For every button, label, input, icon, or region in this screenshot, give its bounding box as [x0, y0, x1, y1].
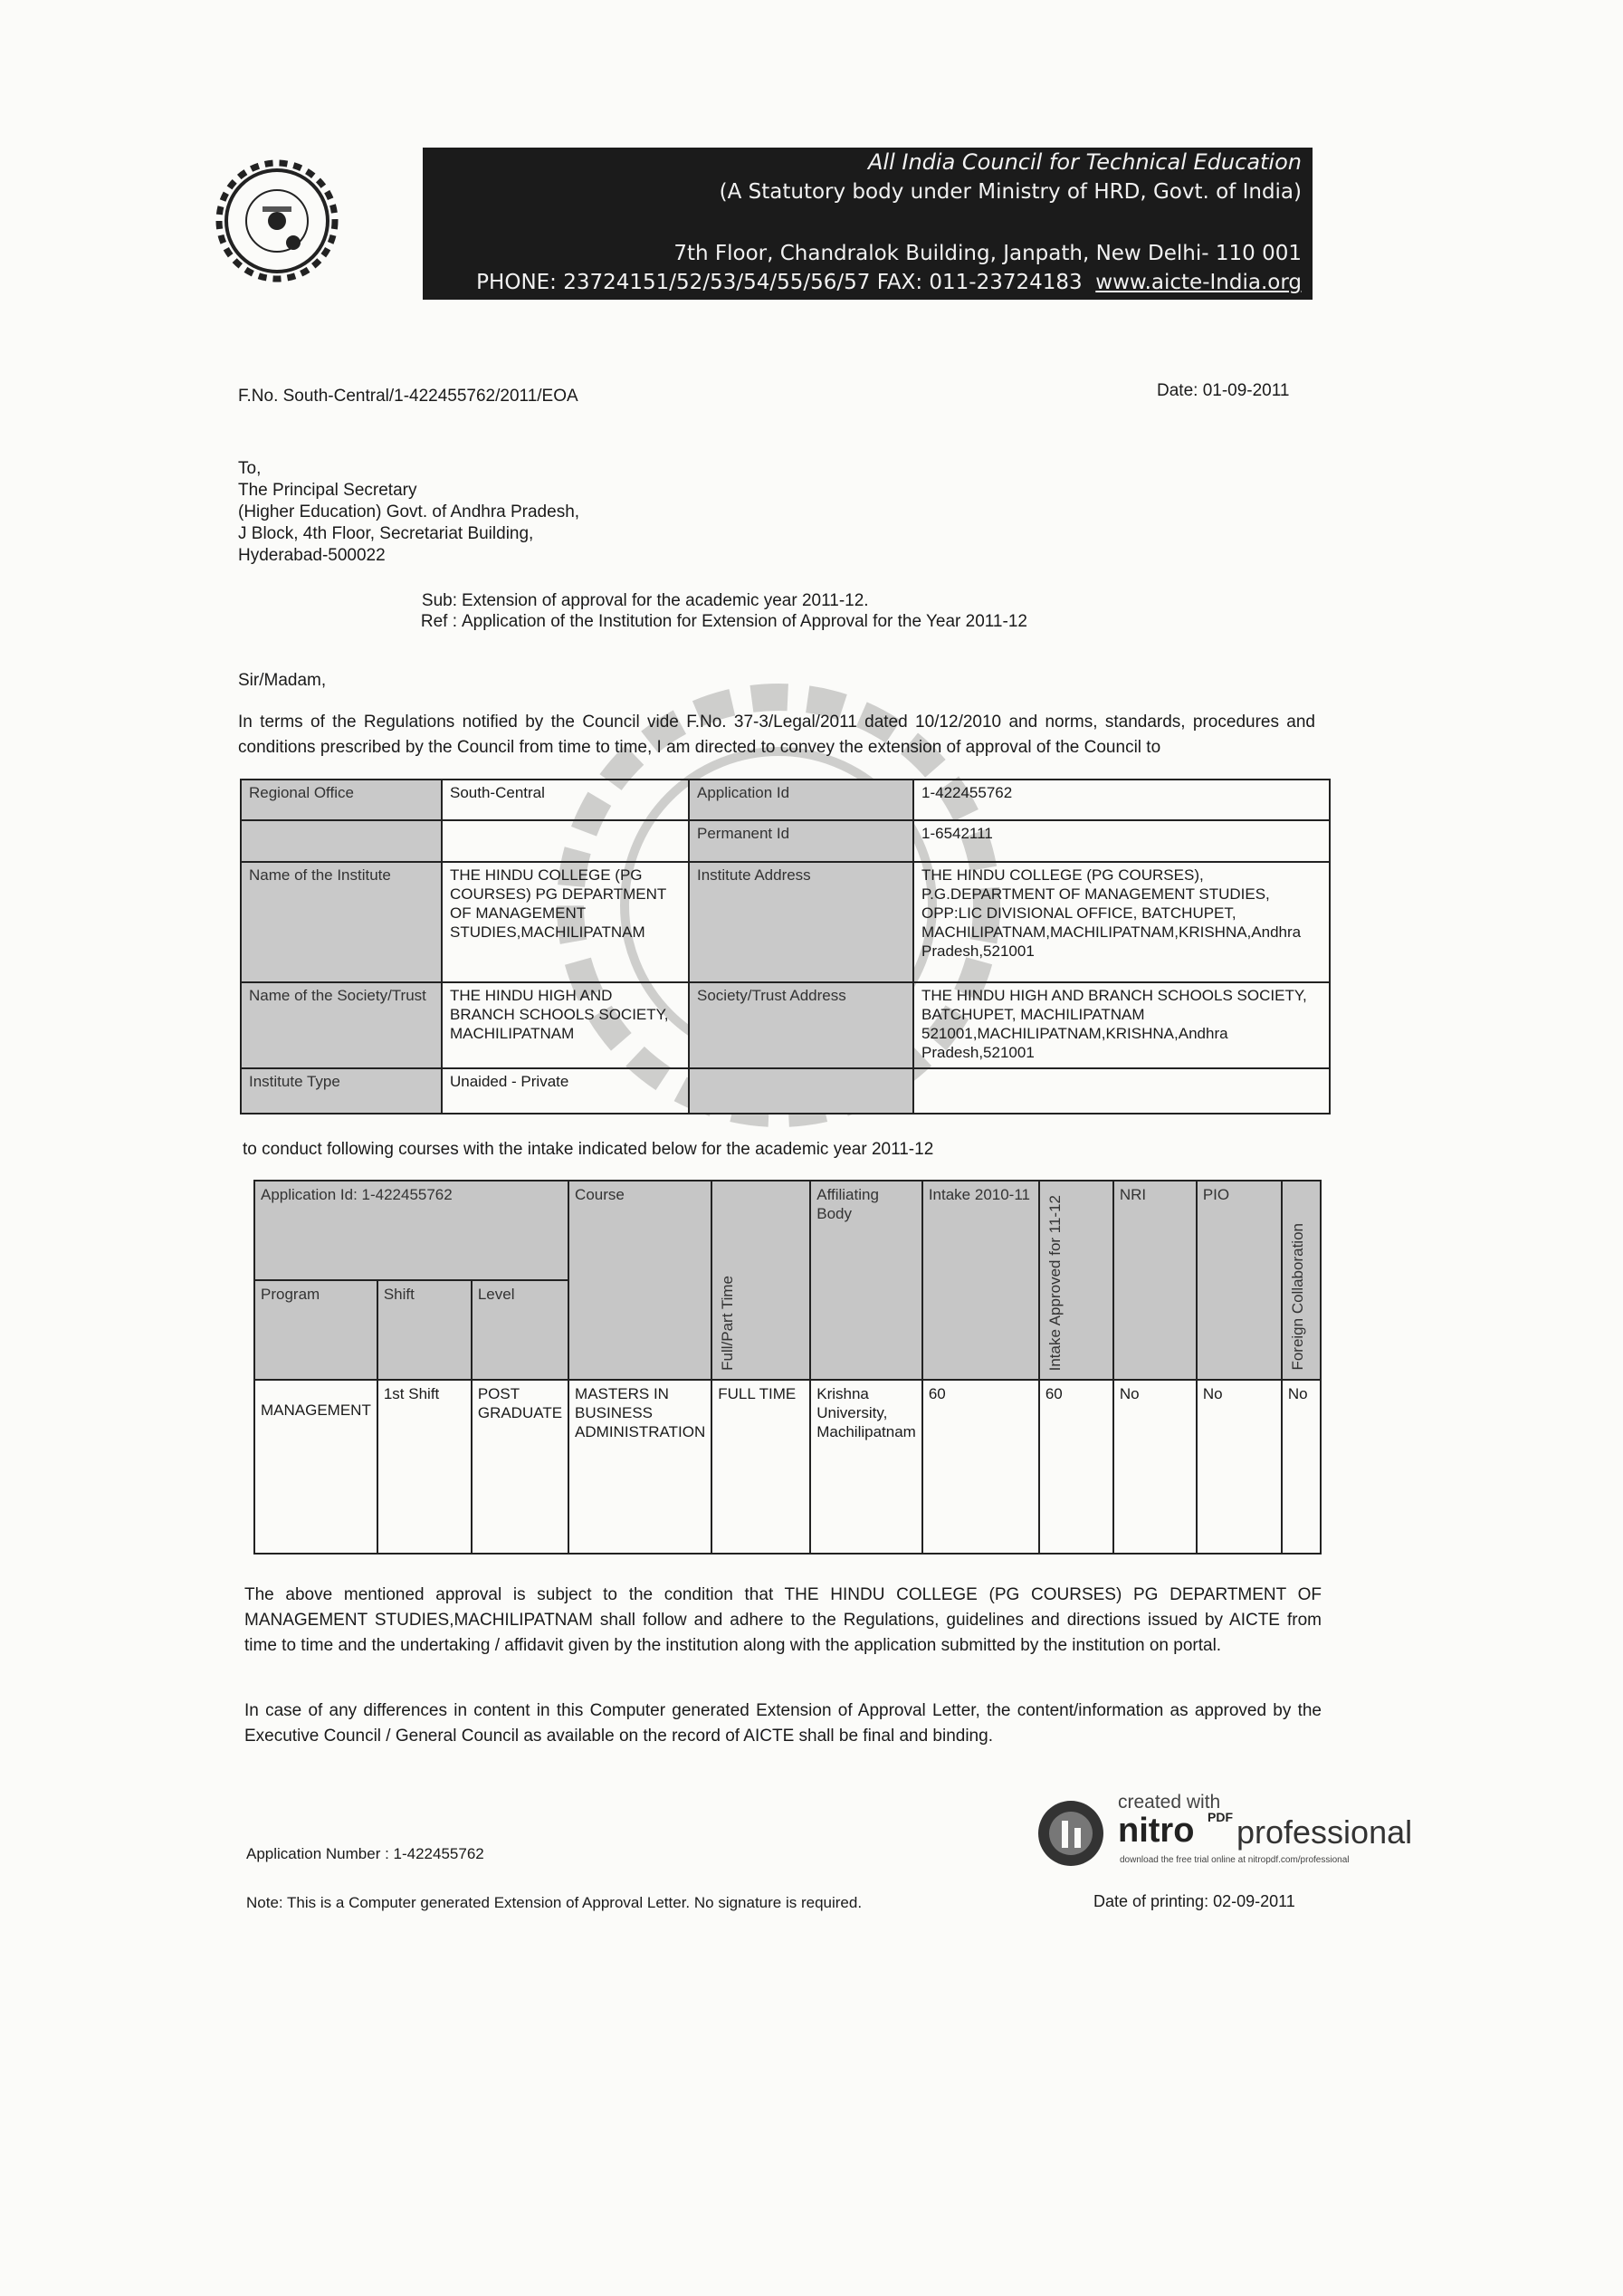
institute-type-label: Institute Type [241, 1068, 442, 1114]
level-header: Level [472, 1280, 568, 1380]
society-name-label: Name of the Society/Trust [241, 982, 442, 1068]
course-table [253, 1180, 1322, 1555]
application-number: Application Number : 1-422455762 [246, 1845, 484, 1862]
institution-info-table [240, 779, 1331, 1115]
permanent-id-value: 1-6542111 [913, 820, 1330, 862]
institute-address-label: Institute Address [689, 862, 913, 982]
nitro-badge [1035, 1779, 1413, 1879]
pio-cell: No [1197, 1380, 1282, 1554]
regional-office-value: South-Central [442, 780, 689, 820]
ref-label: Ref : [420, 612, 457, 631]
aicte-logo [210, 154, 344, 288]
nitro-tagline: download the free trial online at nitropdf.com/professional [1120, 1855, 1350, 1865]
institute-type-value: Unaided - Private [442, 1068, 689, 1114]
letter-date: Date: 01-09-2011 [1157, 381, 1290, 400]
permanent-id-label: Permanent Id [689, 820, 913, 862]
institute-name-label: Name of the Institute [241, 862, 442, 982]
time-cell: FULL TIME [711, 1380, 810, 1554]
website-link[interactable]: www.aicte-India.org [1095, 271, 1302, 294]
empty-value-cell-2 [913, 1068, 1330, 1114]
level-cell: POST GRADUATE [472, 1380, 568, 1554]
shift-header: Shift [377, 1280, 472, 1380]
table-row [254, 1380, 1321, 1554]
empty-value-cell [442, 820, 689, 862]
application-id-value: 1-422455762 [913, 780, 1330, 820]
nitro-brand: nitro [1118, 1812, 1195, 1850]
pio-header: PIO [1197, 1181, 1282, 1380]
foreign-collab-cell: No [1282, 1380, 1321, 1554]
affiliating-body-cell: Krishna University, Machilipatnam [810, 1380, 922, 1554]
program-cell: MANAGEMENT [254, 1380, 377, 1554]
empty-label-cell [241, 820, 442, 862]
courses-intro: to conduct following courses with the intake indicated below for the academic year 2011-12 [243, 1140, 934, 1159]
shift-cell: 1st Shift [377, 1380, 472, 1554]
foreign-collab-header-cell [1282, 1181, 1321, 1380]
affiliating-body-header: Affiliating Body [810, 1181, 922, 1380]
nri-header: NRI [1113, 1181, 1197, 1380]
society-name-value: THE HINDU HIGH AND BRANCH SCHOOLS SOCIETY, MACHILIPATNAM [442, 982, 689, 1068]
foreign-collab-header: Foreign Collaboration [1288, 1223, 1306, 1371]
course-header: Course [568, 1181, 711, 1380]
intake-prev-header: Intake 2010-11 [922, 1181, 1039, 1380]
file-number: F.No. South-Central/1-422455762/2011/EOA [238, 387, 578, 406]
institute-address-value: THE HINDU COLLEGE (PG COURSES), P.G.DEPARTMENT OF MANAGEMENT STUDIES, OPP:LIC DIVISIONAL OFFICE, BATCHUPET, MACHILIPATNAM,MACHILIPATNAM,KRISHNA,Andhra Pradesh,521001 [913, 862, 1330, 982]
org-contact [476, 271, 1302, 294]
computer-generated-note: Note: This is a Computer generated Extension of Approval Letter. No signature is required. [246, 1894, 863, 1911]
institute-name-value: THE HINDU COLLEGE (PG COURSES) PG DEPARTMENT OF MANAGEMENT STUDIES,MACHILIPATNAM [442, 862, 689, 982]
condition-paragraph: The above mentioned approval is subject to the condition that THE HINDU COLLEGE (PG COURSES) PG DEPARTMENT OF MANAGEMENT STUDIES,MACHILIPATNAM shall follow and adhere to the Regulations, guidelines and directions issued by AICTE from time to time and the undertaking / affidavit given by the institution along with the application submitted by the institution on portal. [244, 1585, 1322, 1655]
intro-paragraph: In terms of the Regulations notified by the Council vide F.No. 37-3/Legal/2011 dated 10/12/2010 and norms, standards, procedures and conditions prescribed by the Council from time to time, I am directed to convey the extension of approval of the Council to [238, 713, 1315, 757]
letterhead-banner [423, 148, 1313, 300]
org-name: All India Council for Technical Education [868, 149, 1302, 175]
empty-label-cell-2 [689, 1068, 913, 1114]
org-address: 7th Floor, Chandralok Building, Janpath, New Delhi- 110 001 [673, 242, 1302, 265]
sub-label: Sub: [421, 591, 457, 610]
society-address-value: THE HINDU HIGH AND BRANCH SCHOOLS SOCIETY, BATCHUPET, MACHILIPATNAM 521001,MACHILIPATNAM,KRISHNA,Andhra Pradesh,521001 [913, 982, 1330, 1068]
application-id-label: Application Id [689, 780, 913, 820]
addressee-line-2: (Higher Education) Govt. of Andhra Pradesh, [238, 502, 580, 521]
intake-prev-cell: 60 [922, 1380, 1039, 1554]
difference-paragraph: In case of any differences in content in this Computer generated Extension of Approval Letter, the content/information as approved by the Executive Council / General Council as available on the record of AICTE shall be final and binding. [244, 1701, 1322, 1746]
intake-approved-header: Intake Approved for 11-12 [1045, 1194, 1064, 1371]
nitro-pdf-sup: PDF [1208, 1810, 1233, 1824]
program-header: Program [254, 1280, 377, 1380]
intake-approved-header-cell [1039, 1181, 1113, 1380]
nri-cell: No [1113, 1380, 1197, 1554]
reference-text: Application of the Institution for Extension of Approval for the Year 2011-12 [462, 612, 1027, 631]
application-id-header: Application Id: 1-422455762 [254, 1181, 568, 1280]
nitro-created-with: created with [1118, 1792, 1221, 1813]
addressee-line-3: J Block, 4th Floor, Secretariat Building, [238, 524, 534, 543]
full-part-time-header-cell [711, 1181, 810, 1380]
course-cell: MASTERS IN BUSINESS ADMINISTRATION [568, 1380, 711, 1554]
nitro-product: professional [1236, 1813, 1413, 1851]
phone-fax: PHONE: 23724151/52/53/54/55/56/57 FAX: 011-23724183 [476, 271, 1083, 294]
subject-text: Extension of approval for the academic year 2011-12. [462, 591, 869, 610]
date-of-printing: Date of printing: 02-09-2011 [1093, 1892, 1295, 1910]
society-address-label: Society/Trust Address [689, 982, 913, 1068]
nitro-logo-icon [1035, 1797, 1107, 1870]
salutation: Sir/Madam, [238, 671, 327, 690]
to-label: To, [238, 459, 262, 478]
regional-office-label: Regional Office [241, 780, 442, 820]
intake-approved-cell: 60 [1039, 1380, 1113, 1554]
org-status: (A Statutory body under Ministry of HRD, Govt. of India) [719, 180, 1302, 204]
full-part-time-header: Full/Part Time [719, 1276, 737, 1371]
addressee-line-1: The Principal Secretary [238, 481, 417, 500]
addressee-line-4: Hyderabad-500022 [238, 546, 386, 565]
